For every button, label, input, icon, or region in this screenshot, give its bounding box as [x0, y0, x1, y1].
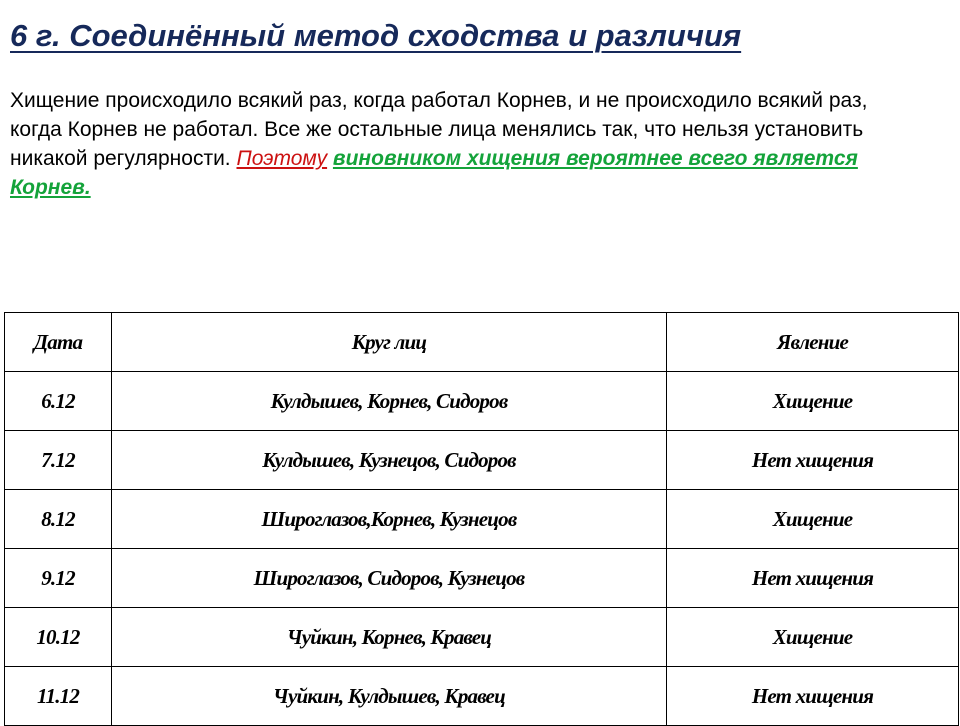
- conclusion-intro-text: Поэтому: [236, 147, 328, 170]
- cell-event: Хищение: [667, 608, 959, 667]
- table-row: [5, 372, 959, 431]
- cell-persons: Чуйкин, Корнев, Кравец: [112, 608, 667, 667]
- cell-date: 11.12: [5, 667, 112, 726]
- observations-table: [4, 312, 959, 726]
- table-row: [5, 667, 959, 726]
- table-row: [5, 549, 959, 608]
- table-row: [5, 608, 959, 667]
- header-date: Дата: [5, 313, 112, 372]
- header-persons: Круг лиц: [112, 313, 667, 372]
- cell-persons: Кулдышев, Кузнецов, Сидоров: [112, 431, 667, 490]
- cell-date: 7.12: [5, 431, 112, 490]
- table-row: [5, 431, 959, 490]
- slide-title: 6 г. Соединённый метод сходства и различия: [10, 18, 742, 53]
- cell-date: 9.12: [5, 549, 112, 608]
- cell-persons: Чуйкин, Кулдышев, Кравец: [112, 667, 667, 726]
- table-row: [5, 490, 959, 549]
- header-event: Явление: [667, 313, 959, 372]
- cell-persons: Широглазов, Сидоров, Кузнецов: [112, 549, 667, 608]
- cell-date: 8.12: [5, 490, 112, 549]
- table-header-row: [5, 313, 959, 372]
- cell-persons: Широглазов,Корнев, Кузнецов: [112, 490, 667, 549]
- cell-date: 6.12: [5, 372, 112, 431]
- cell-event: Нет хищения: [667, 431, 959, 490]
- cell-event: Хищение: [667, 490, 959, 549]
- cell-persons: Кулдышев, Корнев, Сидоров: [112, 372, 667, 431]
- cell-event: Нет хищения: [667, 667, 959, 726]
- conclusion-text: виновником хищения вероятнее всего является Корнев.: [10, 147, 858, 199]
- cell-date: 10.12: [5, 608, 112, 667]
- cell-event: Нет хищения: [667, 549, 959, 608]
- explanation-paragraph: [10, 86, 910, 202]
- cell-event: Хищение: [667, 372, 959, 431]
- paragraph-main-text: Хищение происходило всякий раз, когда работал Корнев, и не происходило всякий раз, когда Корнев не работал. Все же остальные лица менялись так, что нельзя установить никакой регулярности.: [10, 89, 868, 170]
